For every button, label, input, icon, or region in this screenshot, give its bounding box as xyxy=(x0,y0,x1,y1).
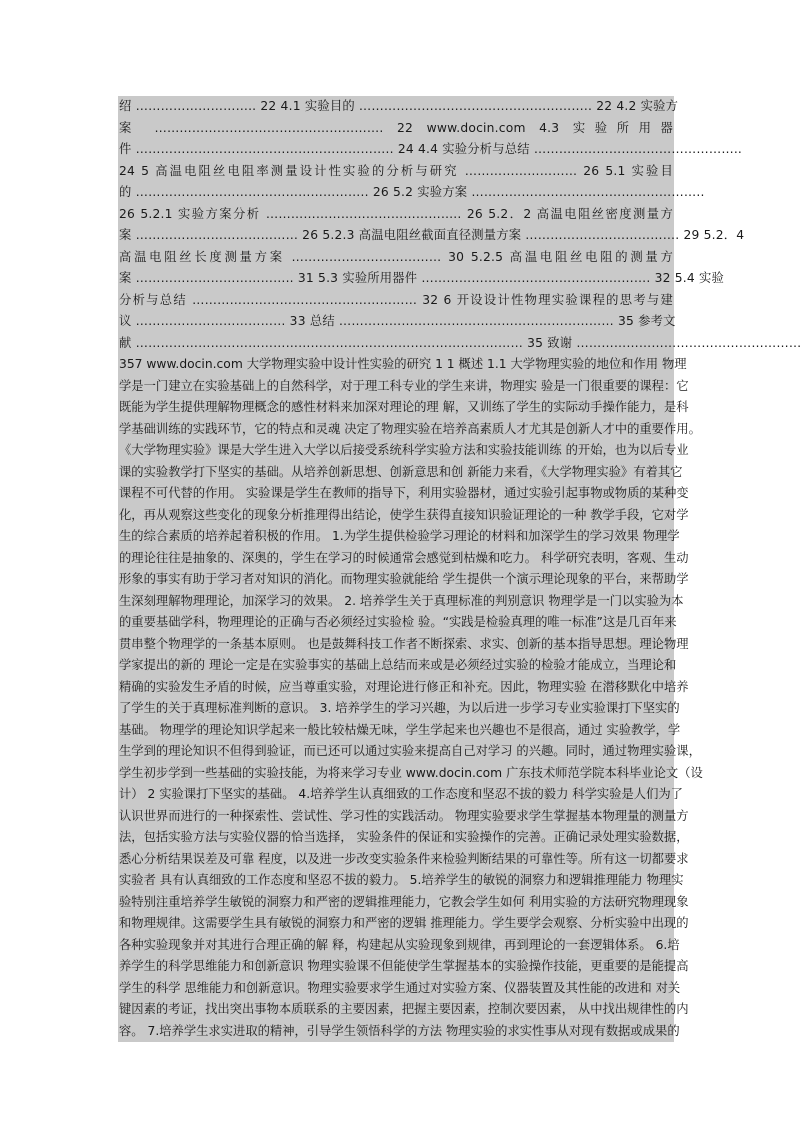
toc-line: 案 ………………………………… 26 5.2.3 高温电阻丝截面直径测量方案 ………………………………. 29 5.2．4 xyxy=(118,225,676,247)
body-line: 的重要基础学科，物理理论的正确与否必须经过实验检 验。“实践是检验真理的唯一标准”这是几百年来 xyxy=(118,612,676,634)
body-line: 贯串整个物理学的一条基本原则。 也是鼓舞科技工作者不断探索、求实、创新的基本指导思想。理论物理 xyxy=(118,634,676,656)
body-line: 精确的实验发生矛盾的时候，应当尊重实验，对理论进行修正和补充。因此，物理实验 在潜移默化中培养 xyxy=(118,677,676,699)
body-line: 化，再从观察这些变化的现象分析推理得出结论，使学生获得直接知识验证理论的一种 教学手段，它对学 xyxy=(118,505,676,527)
body-line: 357 www.docin.com 大学物理实验中设计性实验的研究 1 1 概述 1.1 大学物理实验的地位和作用 物理 xyxy=(118,354,676,376)
toc-line: 案 ……………………………….. 31 5.3 实验所用器件 ………………………………………………. 32 5.4 实验 xyxy=(118,268,676,290)
body-line: 学基础训练的实践环节，它的特点和灵魂 决定了物理实验在培养高素质人才尤其是创新人才中的重要作用。 xyxy=(118,419,676,441)
toc-line: 24 5 高温电阻丝电阻率测量设计性实验的分析与研究 ……………………… 26 5.1 实验目 xyxy=(118,161,676,183)
toc-line: 议 ……………………………… 33 总结 ………………………………………………………… 35 参考文 xyxy=(118,311,676,333)
body-line: 和物理规律。这需要学生具有敏锐的洞察力和严密的逻辑 推理能力。学生要学会观察、分析实验中出现的 xyxy=(118,913,676,935)
toc-line: 的 ……………………………………………….. 26 5.2 实验方案 ……………………………………………….. xyxy=(118,182,676,204)
body-line: 既能为学生提供理解物理概念的感性材料来加深对理论的理 解，又训练了学生的实际动手操作能力，是科 xyxy=(118,397,676,419)
body-line: 生学到的理论知识不但得到验证，而已还可以通过实验来提高自己对学习 的兴趣。同时，通过物理实验课， xyxy=(118,741,676,763)
toc-line: 高温电阻丝长度测量方案 ……………………………… 30 5.2.5 高温电阻丝电阻的测量方 xyxy=(118,247,676,269)
body-line: 《大学物理实验》课是大学生进入大学以后接受系统科学实验方法和实验技能训练 的开始，也为以后专业 xyxy=(118,440,676,462)
body-line: 键因素的考证，找出突出事物本质联系的主要因素，把握主要因素，控制次要因素， 从中找出规律性的内 xyxy=(118,999,676,1021)
body-line: 课的实验教学打下坚实的基础。从培养创新思想、创新意思和创 新能力来看，《大学物理实验》有着其它 xyxy=(118,462,676,484)
body-line: 实验者 具有认真细致的工作态度和坚忍不拔的毅力。 5.培养学生的敏锐的洞察力和逻辑推理能力 物理实 xyxy=(118,870,676,892)
document-page xyxy=(118,96,801,1042)
body-line: 法，包括实验方法与实验仪器的恰当选择， 实验条件的保证和实验操作的完善。正确记录处理实验数据， xyxy=(118,827,676,849)
toc-line: 件 …………………………………………………….. 24 4.4 实验分析与总结 ………………………………………….. xyxy=(118,139,676,161)
toc-line: 献 ………………………………………………………………………………… 35 致谢 ……………………………………………… xyxy=(118,333,676,355)
table-of-contents xyxy=(118,96,801,354)
body-line: 的理论往往是抽象的、深奥的，学生在学习的时候通常会感觉到枯燥和吃力。 科学研究表明，客观、生动 xyxy=(118,548,676,570)
toc-line: 26 5.2.1 实验方案分析 ……………………………………….. 26 5.2．2 高温电阻丝密度测量方 xyxy=(118,204,676,226)
body-line: 学家提出的新的 理论一定是在实验事实的基础上总结而来或是必须经过实验的检验才能成立，当理论和 xyxy=(118,655,676,677)
body-line: 形象的事实有助于学习者对知识的消化。而物理实验就能给 学生提供一个演示理论现象的平台，来帮助学 xyxy=(118,569,676,591)
toc-line: 案 ………………………………………………. 22 www.docin.com 4.3 实验所用器 xyxy=(118,118,676,140)
body-line: 认识世界而进行的一种探索性、尝试性、学习性的实践活动。 物理实验要求学生掌握基本物理量的测量方 xyxy=(118,806,676,828)
body-line: 悉心分析结果误差及可靠 程度，以及进一步改变实验条件来检验判断结果的可靠性等。所有这一切都要求 xyxy=(118,849,676,871)
body-line: 学生的科学 思维能力和创新意识。物理实验要求学生通过对实验方案、仪器装置及其性能的改进和 对关 xyxy=(118,978,676,1000)
toc-line: 分析与总结 ……………………………………………… 32 6 开设设计性物理实验课程的思考与建 xyxy=(118,290,676,312)
body-line: 学是一门建立在实验基础上的自然科学，对于理工科专业的学生来讲，物理实 验是一门很重要的课程：它 xyxy=(118,376,676,398)
body-line: 养学生的科学思维能力和创新意识 物理实验课不但能使学生掌握基本的实验操作技能，更重要的是能提高 xyxy=(118,956,676,978)
body-line: 基础。 物理学的理论知识学起来一般比较枯燥无味，学生学起来也兴趣也不是很高，通过 实验教学，学 xyxy=(118,720,676,742)
body-line: 了学生的关于真理标准判断的意识。 3. 培养学生的学习兴趣，为以后进一步学习专业实验课打下坚实的 xyxy=(118,698,676,720)
body-line: 验特别注重培养学生敏锐的洞察力和严密的逻辑推理能力，它教会学生如何 利用实验的方法研究物理现象 xyxy=(118,892,676,914)
body-line: 生的综合素质的培养起着积极的作用。 1.为学生提供检验学习理论的材料和加深学生的学习效果 物理学 xyxy=(118,526,676,548)
body-line: 各种实验现象并对其进行合理正确的解 释，构建起从实验现象到规律，再到理论的一套逻辑体系。 6.培 xyxy=(118,935,676,957)
body-line: 容。 7.培养学生求实进取的精神，引导学生领悟科学的方法 物理实验的求实性事从对现有数据或成果的 xyxy=(118,1021,676,1043)
body-line: 学生初步学到一些基础的实验技能，为将来学习专业 www.docin.com 广东技术师范学院本科毕业论文（设 xyxy=(118,763,676,785)
body-line: 生深刻理解物理理论，加深学习的效果。 2. 培养学生关于真理标准的判别意识 物理学是一门以实验为本 xyxy=(118,591,676,613)
body-line: 计） 2 实验课打下坚实的基础。 4.培养学生认真细致的工作态度和坚忍不拔的毅力 科学实验是人们为了 xyxy=(118,784,676,806)
toc-line: 绍 ……………………….. 22 4.1 实验目的 ……………………………………………….. 22 4.2 实验方 xyxy=(118,96,676,118)
body-text xyxy=(118,354,703,1042)
body-line: 课程不可代替的作用。 实验课是学生在教师的指导下，利用实验器材，通过实验引起事物或物质的某种变 xyxy=(118,483,676,505)
